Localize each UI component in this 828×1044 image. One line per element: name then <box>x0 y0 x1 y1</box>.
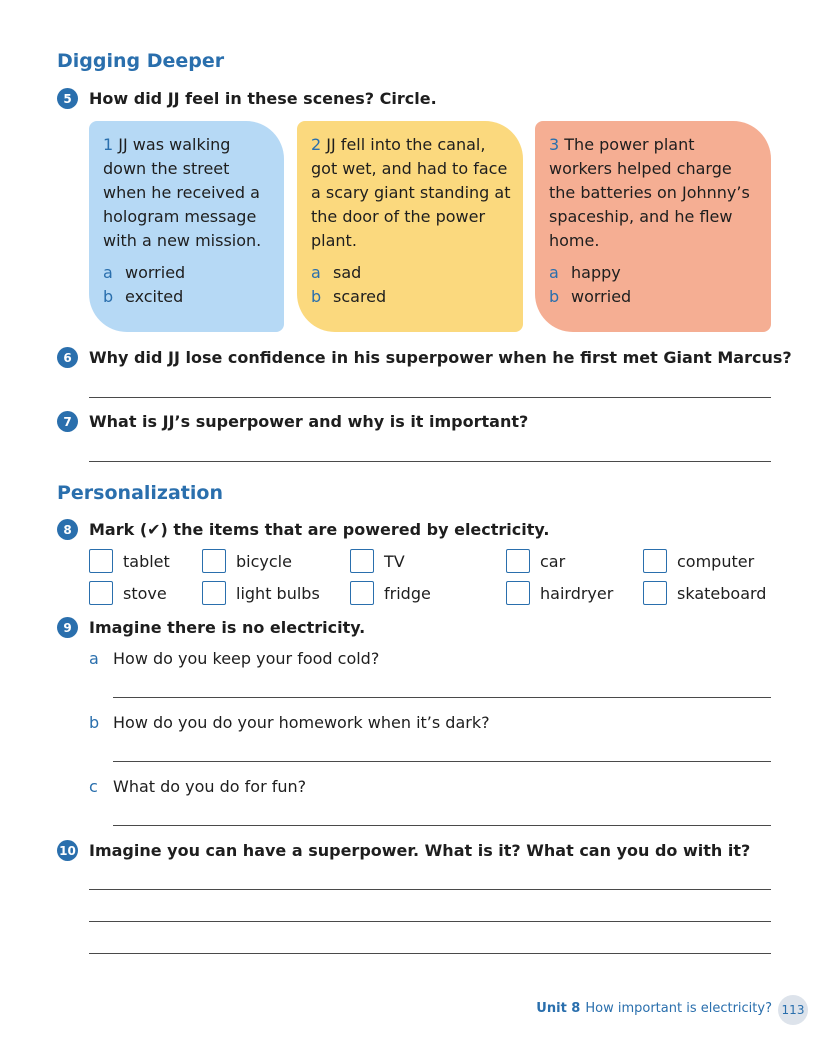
page-footer <box>536 1001 772 1016</box>
checkbox[interactable] <box>89 549 113 573</box>
checkbox[interactable] <box>506 549 530 573</box>
answer-line[interactable] <box>89 397 771 398</box>
checkbox[interactable] <box>350 581 374 605</box>
scene-number: 1 <box>103 135 114 154</box>
question-9 <box>57 617 365 638</box>
answer-line[interactable] <box>89 953 771 954</box>
checkbox[interactable] <box>202 549 226 573</box>
checkbox-item-fridge[interactable]: fridge <box>350 581 431 605</box>
answer-line[interactable] <box>113 825 771 826</box>
checkbox[interactable] <box>202 581 226 605</box>
checkbox[interactable] <box>89 581 113 605</box>
scene-card-2 <box>297 121 523 332</box>
question-text: Imagine you can have a superpower. What is it? What can you do with it? <box>89 841 751 860</box>
sub-question-a: a How do you keep your food cold? <box>89 649 380 668</box>
question-text: Mark (✔) the items that are powered by electricity. <box>89 520 550 539</box>
sub-question-b: b How do you do your homework when it’s dark? <box>89 713 490 732</box>
unit-title: How important is electricity? <box>585 1001 772 1016</box>
option-a[interactable]: a worried <box>103 263 186 282</box>
checkbox-item-light-bulbs[interactable]: light bulbs <box>202 581 320 605</box>
question-8 <box>57 519 549 540</box>
option-a[interactable]: a happy <box>549 263 621 282</box>
checkbox-item-bicycle[interactable]: bicycle <box>202 549 292 573</box>
checkbox-item-hairdryer[interactable]: hairdryer <box>506 581 613 605</box>
option-a[interactable]: a sad <box>311 263 362 282</box>
checkbox-item-tv[interactable]: TV <box>350 549 405 573</box>
scene-number: 3 <box>549 135 560 154</box>
scene-text: JJ was walking down the street when he received a hologram message with a new mission. <box>103 135 262 250</box>
question-number: 5 <box>57 88 78 109</box>
answer-line[interactable] <box>89 461 771 462</box>
answer-line[interactable] <box>113 761 771 762</box>
checkbox-item-skateboard[interactable]: skateboard <box>643 581 766 605</box>
scene-text: The power plant workers helped charge the batteries on Johnny’s spaceship, and he flew home. <box>549 135 750 250</box>
scene-text: JJ fell into the canal, got wet, and had to face a scary giant standing at the door of the power plant. <box>311 135 511 250</box>
checkbox[interactable] <box>643 549 667 573</box>
scene-card-1 <box>89 121 284 332</box>
question-number: 9 <box>57 617 78 638</box>
scene-number: 2 <box>311 135 322 154</box>
scene-card-3 <box>535 121 771 332</box>
checkbox-item-stove[interactable]: stove <box>89 581 167 605</box>
section-title-personalization: Personalization <box>57 482 223 504</box>
sub-question-c: c What do you do for fun? <box>89 777 307 796</box>
answer-line[interactable] <box>113 697 771 698</box>
checkbox-item-car[interactable]: car <box>506 549 565 573</box>
question-text: Imagine there is no electricity. <box>89 618 366 637</box>
option-b[interactable]: b worried <box>549 287 632 306</box>
section-title-digging-deeper: Digging Deeper <box>57 50 225 72</box>
question-text: Why did JJ lose confidence in his superpower when he first met Giant Marcus? <box>89 348 792 367</box>
checkbox[interactable] <box>643 581 667 605</box>
question-number: 8 <box>57 519 78 540</box>
answer-line[interactable] <box>89 889 771 890</box>
question-6 <box>57 347 792 368</box>
question-number: 10 <box>57 840 78 861</box>
checkbox-item-computer[interactable]: computer <box>643 549 754 573</box>
checkbox[interactable] <box>350 549 374 573</box>
question-10 <box>57 840 750 861</box>
option-b[interactable]: b excited <box>103 287 184 306</box>
option-b[interactable]: b scared <box>311 287 387 306</box>
question-text: How did JJ feel in these scenes? Circle. <box>89 89 437 108</box>
unit-label: Unit 8 <box>536 1001 581 1016</box>
question-number: 6 <box>57 347 78 368</box>
question-7 <box>57 411 528 432</box>
page-number: 113 <box>778 995 808 1025</box>
answer-line[interactable] <box>89 921 771 922</box>
question-text: What is JJ’s superpower and why is it important? <box>89 412 529 431</box>
checkbox-item-tablet[interactable]: tablet <box>89 549 170 573</box>
checkbox[interactable] <box>506 581 530 605</box>
question-number: 7 <box>57 411 78 432</box>
question-5 <box>57 88 437 109</box>
